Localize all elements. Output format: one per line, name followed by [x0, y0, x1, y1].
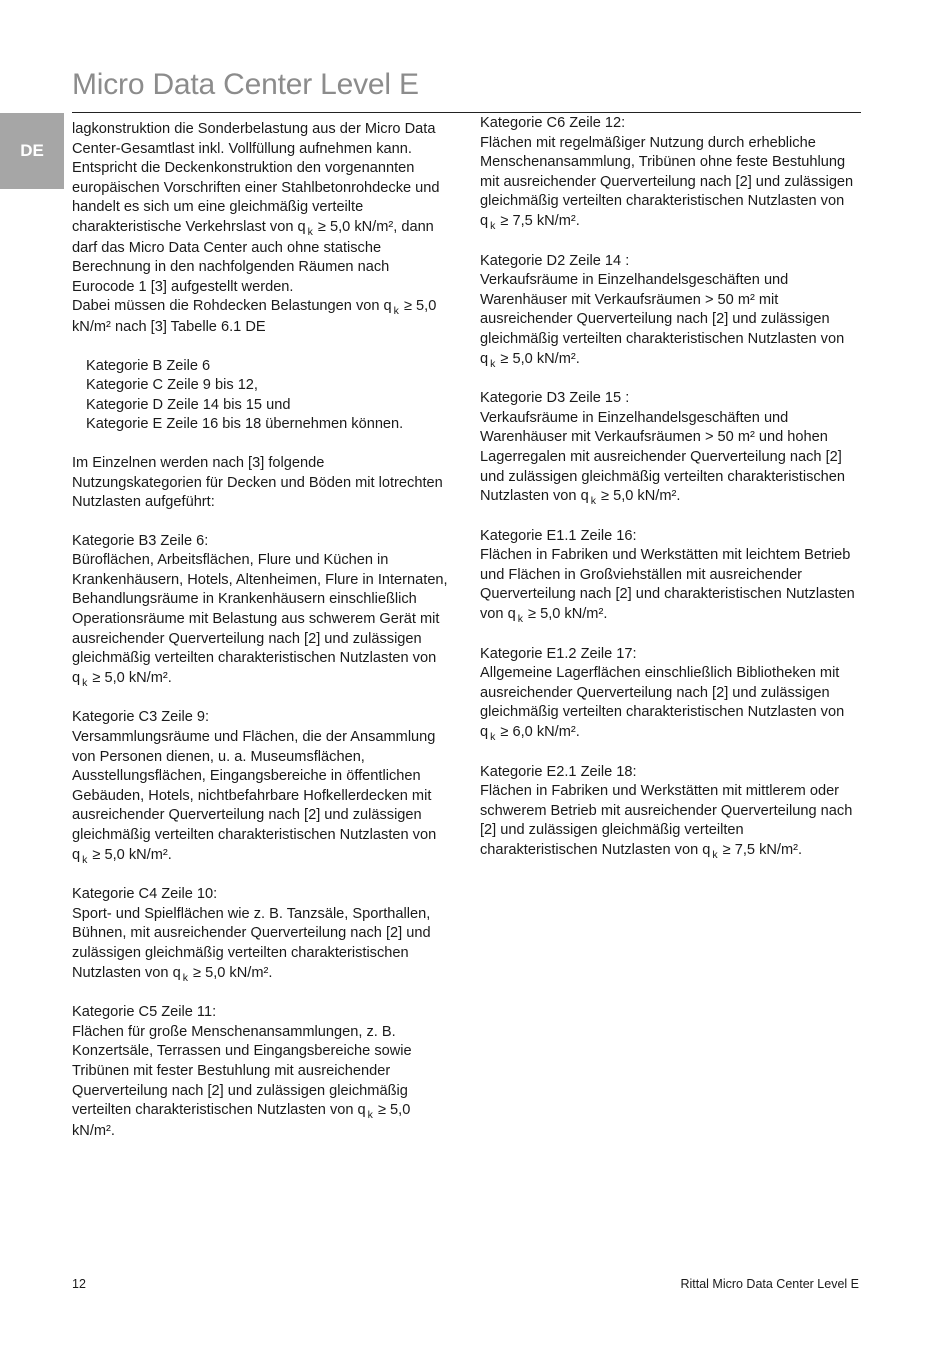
subscript: k	[307, 225, 313, 238]
footer-document-name: Rittal Micro Data Center Level E	[680, 1277, 859, 1291]
paragraph-text: Büroflächen, Arbeitsflächen, Flure und Küchen in Krankenhäusern, Hotels, Altenheimen, Flure in Internaten, Behandlungsräume in Krankenhäusern einschließlich Operationsräume mit Belastung aus schwerem Gerät mit ausreichender Querverteilung nach [2] und zulässigen gleichmäßig verteilten charakteristischen Nutzlasten von q	[72, 552, 448, 686]
paragraph	[72, 297, 454, 337]
paragraph	[480, 664, 862, 743]
category-heading: Kategorie E1.1 Zeile 16:	[480, 527, 637, 544]
paragraph-text: Flächen in Fabriken und Werkstätten mit mittlerem oder schwerem Betrieb mit ausreichender Querverteilung nach [2] und zulässigen gleichmäßig verteilten charakteristischen Nutzlasten von q	[480, 783, 853, 858]
subscript: k	[182, 971, 188, 984]
list-item: Kategorie C Zeile 9 bis 12,	[86, 377, 258, 394]
paragraph: Versammlungsräume und Flächen, die der Ansammlung von Personen dienen, u. a. Museumsflächen, Ausstellungsflächen, Eingangsbereiche in öffentlichen Gebäuden, Hotels, nichtbefahrbare Hofkellerdecken mit ausreichender Querverteilung nach [2] und zulässigen gleichmäßig verteilten charakteristischen Nutzlasten von	[72, 729, 437, 843]
paragraph: Im Einzelnen werden nach [3] folgende Nutzungskategorien für Decken und Böden mit lotrechten Nutzlasten aufgeführt:	[72, 454, 443, 511]
paragraph-text: ≥ 5,0 kN/m² nach [3] Tabelle 6.1 DE	[72, 298, 437, 335]
paragraph-text: Verkaufsräume in Einzelhandelsgeschäften und Warenhäuser mit Verkaufsräumen > 50 m² und hohen Lagerregalen mit ausreichender Querverteilung nach [2] und zulässigen gleichmäßig verteilten charakteristischen Nutzlasten von q	[480, 409, 846, 505]
paragraph-text: Sport- und Spielflächen wie z. B. Tanzsäle, Sporthallen, Bühnen, mit ausreichender Querverteilung nach [2] und zulässigen gleichmäßig verteilten charakteristischen Nutzlasten von q	[72, 905, 431, 981]
paragraph-text: Flächen in Fabriken und Werkstätten mit leichtem Betrieb und Flächen in Großviehställen mit ausreichender Querverteilung nach [2] und charakteristischen Nutzlasten von q	[480, 547, 855, 623]
paragraph-text: ≥ 5,0 kN/m², dann darf das Micro Data Center auch ohne statische Berechnung in den nachfolgenden Räumen nach Eurocode 1 [3] aufgestellt werden.	[72, 218, 434, 295]
paragraph: lagkonstruktion die Sonderbelastung aus der Micro Data Center-Gesamtlast inkl. Vollfüllung aufnehmen kann.	[72, 121, 436, 157]
paragraph	[72, 551, 454, 689]
paragraph-text: Dabei müssen die Rohdecken Belastungen von q	[72, 298, 392, 315]
list-item: Kategorie B Zeile 6	[86, 357, 211, 374]
paragraph-text: q	[72, 846, 81, 863]
paragraph-text: ≥ 7,5 kN/m².	[496, 212, 580, 229]
paragraph	[480, 546, 862, 625]
paragraph	[480, 134, 862, 233]
page-title: Micro Data Center Level E	[72, 68, 419, 101]
paragraph: Verkaufsräume in Einzelhandelsgeschäften und Warenhäuser mit Verkaufsräumen > 50 m² mit ausreichender Querverteilung nach [2] und zulässigen gleichmäßig verteilten charakteristischen Nutzlasten von	[480, 272, 845, 347]
paragraph-text: ≥ 5,0 kN/m².	[596, 488, 681, 505]
paragraph-text: Flächen mit regelmäßiger Nutzung durch erhebliche Menschenansammlung, Tribünen ohne feste Bestuhlung mit ausreichender Querverteilung nach [2] und zulässigen gleichmäßig verteilten charakteristischen Nutzlasten von q	[480, 134, 854, 229]
paragraph	[480, 409, 862, 508]
left-column	[72, 120, 454, 1141]
list-item: Kategorie D Zeile 14 bis 15 und	[86, 396, 291, 413]
subscript: k	[517, 613, 523, 626]
category-heading: Kategorie E1.2 Zeile 17:	[480, 645, 637, 662]
category-heading: Kategorie D3 Zeile 15 :	[480, 390, 630, 407]
paragraph-text: Flächen für große Menschenansammlungen, z. B. Konzertsäle, Terrassen und Eingangsbereiche sowie Tribünen mit fester Bestuhlung mit ausreichender Querverteilung nach [2] und zulässigen gleichmäßig verteilten charakteristischen Nutzlasten von q	[72, 1023, 412, 1119]
right-column	[480, 114, 862, 862]
paragraph-text: ≥ 7,5 kN/m².	[718, 842, 803, 858]
language-tab	[0, 113, 64, 189]
subscript: k	[393, 305, 399, 318]
category-heading: Kategorie C5 Zeile 11:	[72, 1004, 217, 1021]
category-heading: Kategorie E2.1 Zeile 18:	[480, 763, 637, 780]
paragraph-text: ≥ 5,0 kN/m².	[88, 846, 172, 863]
paragraph	[72, 1023, 454, 1142]
paragraph	[72, 905, 454, 984]
subscript: k	[490, 731, 496, 744]
list-item: Kategorie E Zeile 16 bis 18 übernehmen können.	[86, 416, 404, 433]
paragraph	[72, 159, 454, 297]
paragraph-text: ≥ 5,0 kN/m².	[523, 606, 608, 623]
paragraph	[72, 846, 454, 867]
paragraph-text: ≥ 5,0 kN/m².	[496, 350, 580, 367]
subscript: k	[590, 495, 596, 508]
paragraph-text: q	[480, 350, 489, 367]
category-heading: Kategorie B3 Zeile 6:	[72, 532, 209, 549]
paragraph	[480, 350, 862, 371]
subscript: k	[490, 219, 496, 232]
subscript: k	[82, 676, 88, 689]
paragraph-text: ≥ 5,0 kN/m².	[72, 1102, 411, 1139]
title-divider	[72, 112, 861, 113]
paragraph	[480, 782, 862, 861]
paragraph-text: Allgemeine Lagerflächen einschließlich Bibliotheken mit ausreichender Querverteilung nach [2] und zulässigen gleichmäßig verteilten charakteristischen Nutzlasten von q	[480, 665, 845, 741]
subscript: k	[82, 853, 88, 866]
category-heading: Kategorie C3 Zeile 9:	[72, 709, 210, 726]
category-heading: Kategorie C6 Zeile 12:	[480, 115, 626, 131]
page-number: 12	[72, 1277, 86, 1291]
subscript: k	[712, 849, 718, 861]
paragraph-text: Entspricht die Deckenkonstruktion den vorgenannten europäischen Vorschriften einer Stahlbetonrohdecke und handelt es sich um eine gleichmäßig verteilte charakteristische Verkehrslast von q	[72, 160, 440, 235]
paragraph-text: ≥ 6,0 kN/m².	[496, 724, 580, 741]
language-label: DE	[20, 141, 44, 160]
category-list	[72, 357, 454, 435]
category-heading: Kategorie D2 Zeile 14 :	[480, 252, 630, 269]
category-heading: Kategorie C4 Zeile 10:	[72, 886, 218, 903]
paragraph-text: ≥ 5,0 kN/m².	[88, 669, 172, 686]
paragraph-text: ≥ 5,0 kN/m².	[188, 964, 273, 981]
subscript: k	[490, 357, 496, 370]
subscript: k	[367, 1109, 373, 1122]
